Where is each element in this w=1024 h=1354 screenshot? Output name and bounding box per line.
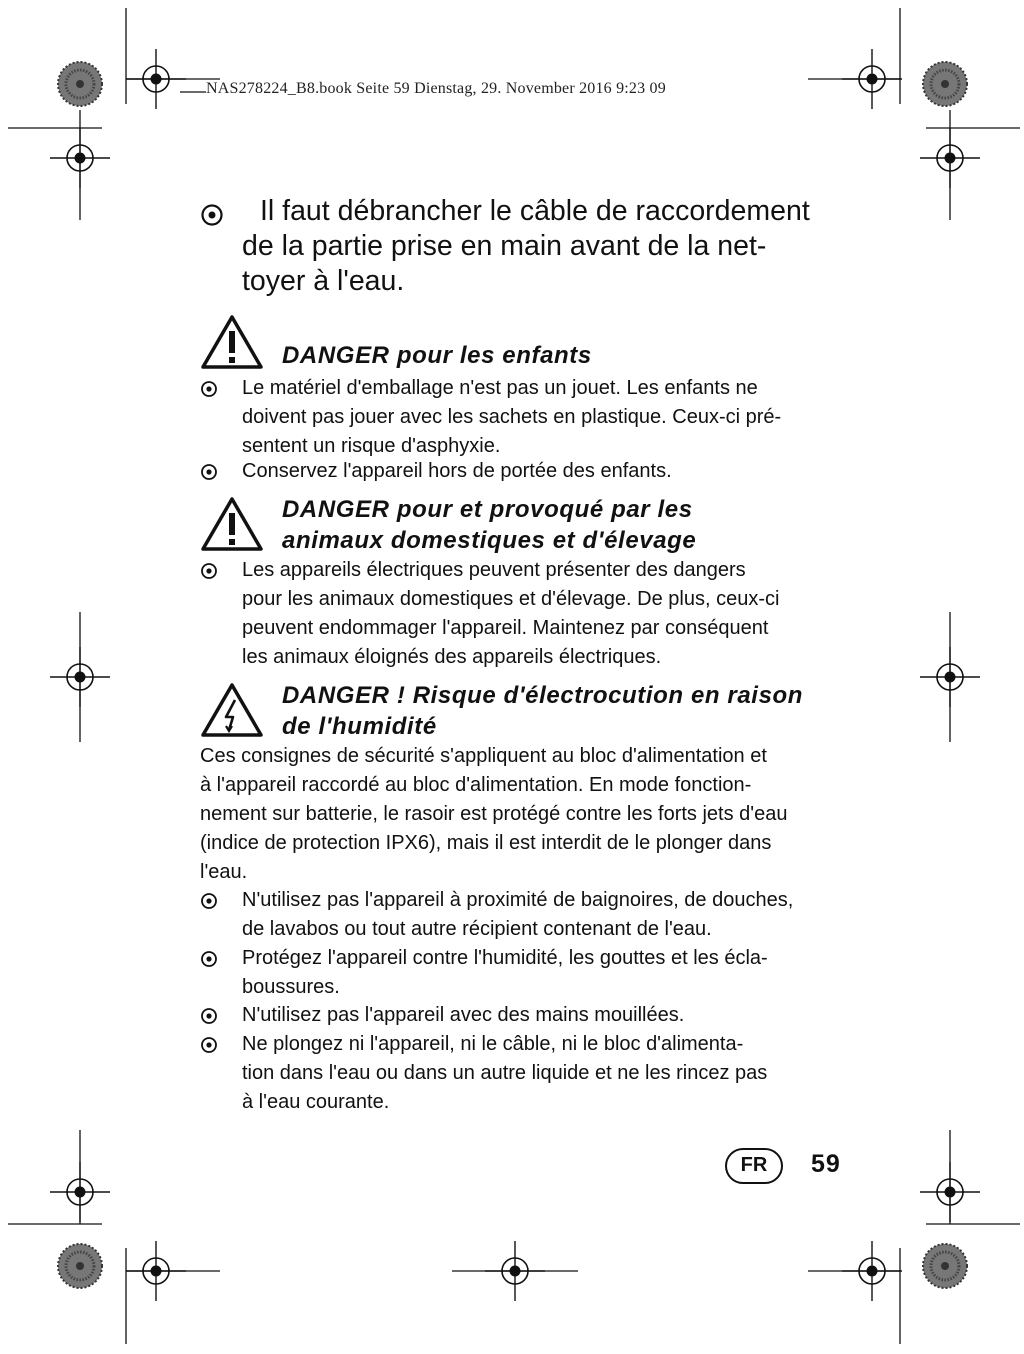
text-line: Protégez l'appareil contre l'humidité, les gouttes et les écla- xyxy=(242,947,768,969)
text-line: à l'eau courante. xyxy=(242,1091,390,1113)
text-line: boussures. xyxy=(242,976,340,998)
text-line: (indice de protection IPX6), mais il est interdit de le plonger dans xyxy=(200,832,772,854)
text-line: l'eau. xyxy=(200,861,248,883)
circled-dot-icon xyxy=(200,892,218,910)
text-line: Le matériel d'emballage n'est pas un jouet. Les enfants ne xyxy=(242,377,758,399)
section-intro xyxy=(200,742,860,887)
text-line: Ne plongez ni l'appareil, ni le câble, ni le bloc d'alimenta- xyxy=(242,1033,744,1055)
print-slug: NAS278224_B8.book Seite 59 Dienstag, 29. November 2016 9:23 09 xyxy=(206,80,666,97)
section-title: DANGER pour les enfants xyxy=(282,342,592,369)
text-line: doivent pas jouer avec les sachets en plastique. Ceux-ci pré- xyxy=(242,406,782,428)
text-line: Les appareils électriques peuvent présenter des dangers xyxy=(242,559,746,581)
circled-dot-icon xyxy=(200,203,224,227)
circled-dot-icon xyxy=(200,950,218,968)
circled-dot-icon xyxy=(200,380,218,398)
text-line: nement sur batterie, le rasoir est protégé contre les forts jets d'eau xyxy=(200,803,788,825)
text-line: toyer à l'eau. xyxy=(242,265,405,297)
text-line: sentent un risque d'asphyxie. xyxy=(242,435,501,457)
text-line: Conservez l'appareil hors de portée des enfants. xyxy=(242,460,672,482)
text-line: N'utilisez pas l'appareil à proximité de baignoires, de douches, xyxy=(242,889,794,911)
warning-exclamation-icon xyxy=(200,314,264,370)
page-number: 59 xyxy=(811,1150,841,1178)
section-title: DANGER pour et provoqué par les xyxy=(282,496,693,523)
circled-dot-icon xyxy=(200,463,218,481)
text-line: Il faut débrancher le câble de raccordement xyxy=(260,195,810,227)
circled-dot-icon xyxy=(200,562,218,580)
text-line: tion dans l'eau ou dans un autre liquide et ne les rincez pas xyxy=(242,1062,768,1084)
text-line: Ces consignes de sécurité s'appliquent au bloc d'alimentation et xyxy=(200,745,767,767)
warning-electric-icon xyxy=(200,682,264,738)
section-title: de l'humidité xyxy=(282,713,437,740)
section-title: DANGER ! Risque d'électrocution en raison xyxy=(282,682,804,709)
circled-dot-icon xyxy=(200,1036,218,1054)
text-line: de la partie prise en main avant de la net- xyxy=(242,230,767,262)
circled-dot-icon xyxy=(200,1007,218,1025)
section-title: animaux domestiques et d'élevage xyxy=(282,527,697,554)
language-badge: FR xyxy=(725,1148,783,1184)
text-line: peuvent endommager l'appareil. Maintenez par conséquent xyxy=(242,617,769,639)
warning-exclamation-icon xyxy=(200,496,264,552)
text-line: les animaux éloignés des appareils électriques. xyxy=(242,646,662,668)
text-line: pour les animaux domestiques et d'élevage. De plus, ceux-ci xyxy=(242,588,780,610)
text-line: N'utilisez pas l'appareil avec des mains mouillées. xyxy=(242,1004,685,1026)
text-line: de lavabos ou tout autre récipient contenant de l'eau. xyxy=(242,918,712,940)
text-line: à l'appareil raccordé au bloc d'alimentation. En mode fonction- xyxy=(200,774,752,796)
